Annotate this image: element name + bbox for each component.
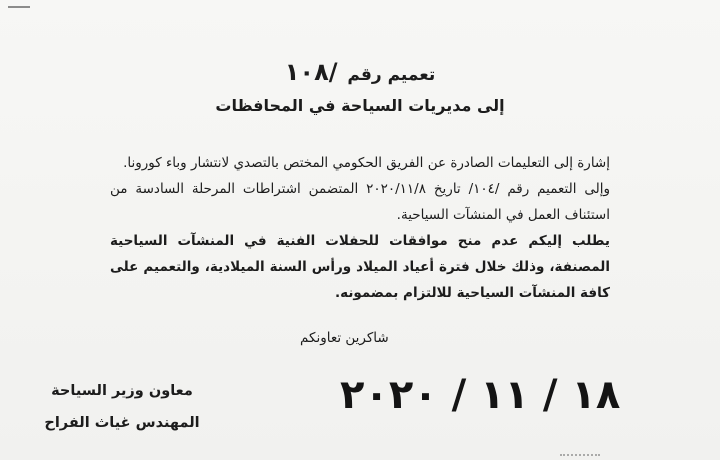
bottom-mark [560,454,600,460]
recipient-line: إلى مديريات السياحة في المحافظات [215,96,505,115]
circular-heading [0,58,720,86]
paragraph-reference: إشارة إلى التعليمات الصادرة عن الفريق الحكومي المختص بالتصدي لانتشار وباء كورونا. [123,155,610,171]
paragraph-previous-circular: وإلى التعميم رقم /١٠٤/ تاريخ ٢٠٢٠/١١/٨ المتضمن اشتراطات المرحلة السادسة من استئناف العمل في المنشآت السياحية. [110,181,610,223]
signatory-title: معاون وزير السياحة [51,383,193,399]
signatory-name: المهندس غياث الفراح [44,415,200,431]
circular-number: /١٠٨ [284,58,338,86]
signature-block [22,375,222,439]
letter-body [110,150,610,306]
closing-line: شاكرين تعاونكم [300,330,389,346]
paragraph-instruction: يطلب إليكم عدم منح موافقات للحفلات الفنية في المنشآت السياحية المصنفة، وذلك خلال فترة أعياد الميلاد ورأس السنة الميلادية، والتعميم على كافة المنشآت السياحية للالتزام بمضمونه. [110,233,610,301]
handwritten-date: ١٨ / ١١ / ٢٠٢٠ [340,372,621,418]
circular-label: تعميم رقم [347,65,436,85]
corner-mark [8,0,30,8]
